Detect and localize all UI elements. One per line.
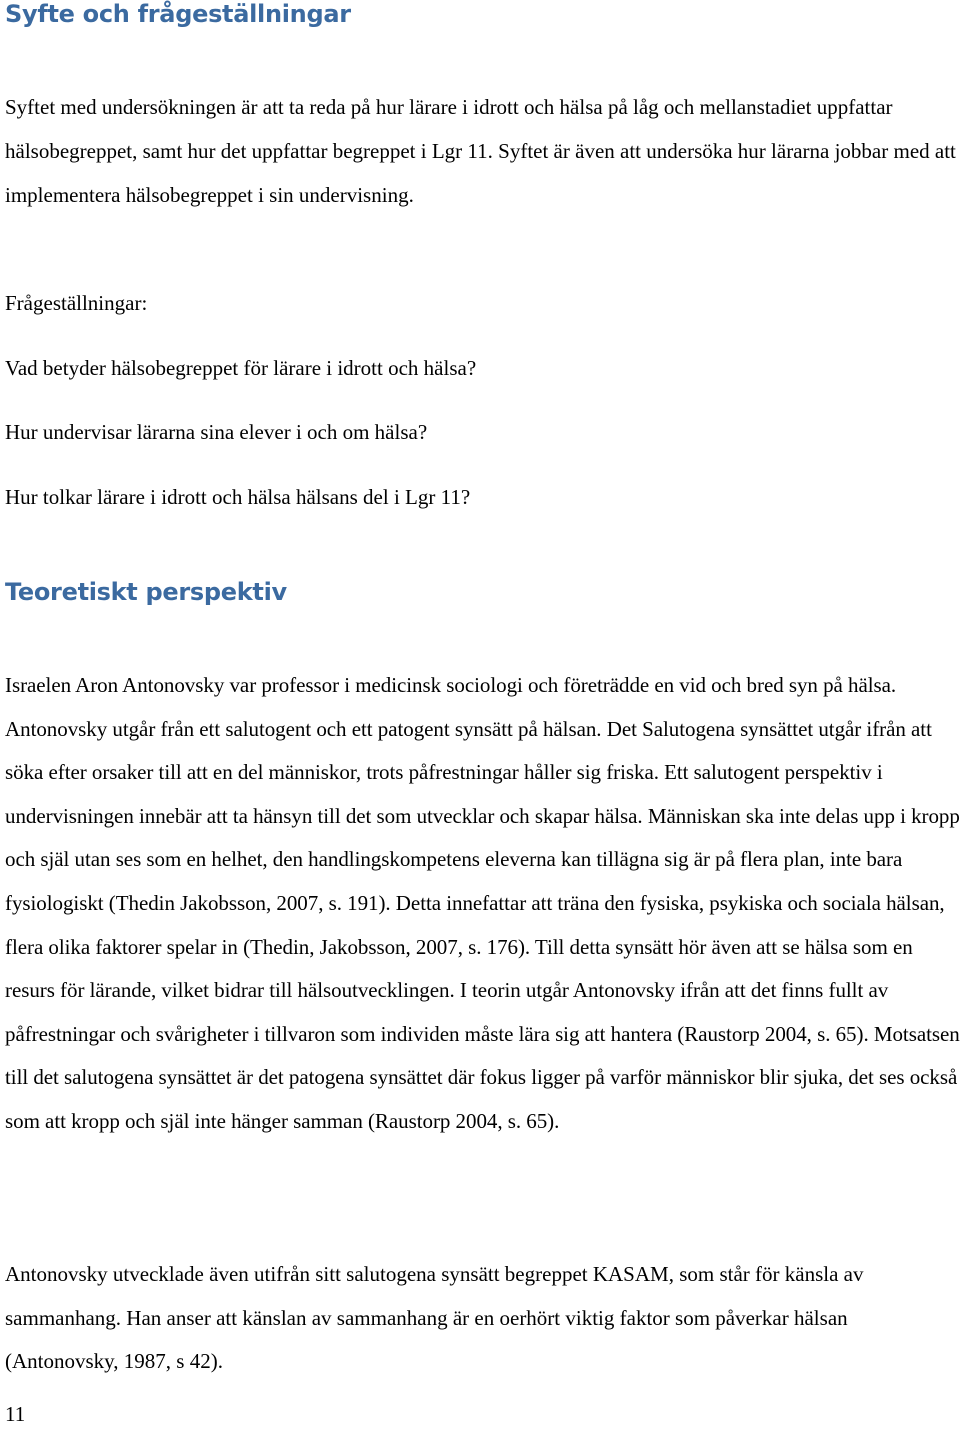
question-3: Hur tolkar lärare i idrott och hälsa hälsans del i Lgr 11? — [5, 485, 471, 509]
aim-paragraph: Syftet med undersökningen är att ta reda på hur lärare i idrott och hälsa på låg och mellanstadiet uppfattar hälsobegreppet, samt hur det uppfattar begreppet i Lgr 11. Syftet är även att undersöka hur lärarna jobbar med att implementera hälsobegreppet i sin undervisning. — [5, 95, 956, 208]
questions-label: Frågeställningar: — [5, 291, 148, 315]
question-2: Hur undervisar lärarna sina elever i och om hälsa? — [5, 420, 428, 444]
theory-paragraph-1: Israelen Aron Antonovsky var professor i medicinsk sociologi och företrädde en vid och bred syn på hälsa. Antonovsky utgår från ett salutogent och ett patogent synsätt på hälsan. Det Salutogena synsättet utgår ifrån att söka efter orsaker till att en del människor, trots påfrestningar håller sig friska. Ett salutogent perspektiv i undervisningen innebär att ta hänsyn till det som utvecklar och skapar hälsa. Människan ska inte delas upp i kropp och själ utan ses som en helhet, den handlingskompetens eleverna kan tillägna sig är på flera plan, inte bara fysiologiskt (Thedin Jakobsson, 2007, s. 191). Detta innefattar att träna den fysiska, psykiska och sociala hälsan, flera olika faktorer spelar in (Thedin, Jakobsson, 2007, s. 176). Till detta synsätt hör även att se hälsa som en resurs för lärande, vilket bidrar till hälsoutvecklingen. I teorin utgår Antonovsky ifrån att det finns fullt av påfrestningar och svårigheter i tillvaron som individen måste lära sig att hantera (Raustorp 2004, s. 65). Motsatsen till det salutogena synsättet är det patogena synsättet där fokus ligger på varför människor blir sjuka, det ses också som att kropp och själ inte hänger samman (Raustorp 2004, s. 65). — [5, 673, 960, 1133]
section-heading-aim: Syfte och frågeställningar — [5, 0, 351, 28]
page-number: 11 — [5, 1402, 26, 1426]
section-heading-theory: Teoretiskt perspektiv — [5, 578, 287, 606]
theory-paragraph-2: Antonovsky utvecklade även utifrån sitt salutogena synsätt begreppet KASAM, som står för känsla av sammanhang. Han anser att känslan av sammanhang är en oerhört viktig faktor som påverkar hälsan (Antonovsky, 1987, s 42). — [5, 1262, 864, 1373]
question-1: Vad betyder hälsobegreppet för lärare i idrott och hälsa? — [5, 356, 477, 380]
